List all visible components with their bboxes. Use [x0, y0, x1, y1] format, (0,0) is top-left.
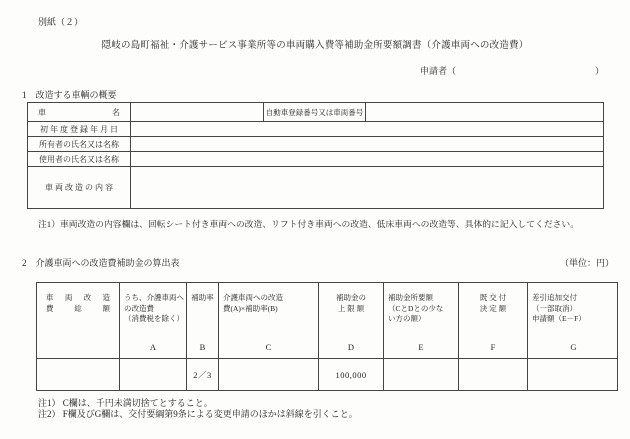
user-name-label: 使用者の氏名又は名称	[28, 152, 131, 166]
user-name-row	[28, 152, 603, 167]
header-a-times-b-c: 介護車両への改造 費(A)×補助率(B) C	[219, 283, 319, 358]
applicant-label: 申請者（	[420, 66, 457, 76]
care-vehicle-cost-field[interactable]	[120, 359, 187, 390]
header-subsidy-upper-limit-d: 補助金の 上 限 額 D	[319, 283, 384, 358]
total-modification-cost-field[interactable]	[37, 359, 120, 390]
owner-name-label: 所有者の氏名又は名称	[28, 137, 131, 151]
applicant-close-paren: ）	[594, 66, 604, 76]
attachment-label: 別紙（２）	[38, 17, 84, 27]
user-name-field[interactable]	[131, 152, 603, 166]
subsidy-table-header-row	[37, 283, 617, 359]
section2-heading: 2 介護車両への改造費補助金の算出表	[22, 258, 180, 268]
header-required-amount-e: 補助金所要額 （CとDとの少な い方の額） E	[384, 283, 459, 358]
modification-detail-row	[28, 167, 603, 208]
header-total-modification-cost: 車 両 改 造 費 総 額	[37, 283, 120, 358]
owner-name-field[interactable]	[131, 137, 603, 151]
subsidy-upper-limit-value: 100,000	[319, 359, 384, 390]
vehicle-overview-table	[27, 102, 604, 209]
registration-number-label: 自動車登録番号又は車両番号	[264, 103, 366, 121]
section2-note-1: 注1） C欄は、千円未満切捨てとすること。	[38, 398, 213, 408]
first-registration-field[interactable]	[131, 122, 603, 136]
header-additional-grant-g: 差引追加交付 （一部取消） 申請額（E－F） G	[532, 293, 586, 352]
vehicle-name-field[interactable]	[131, 103, 264, 121]
first-registration-row	[28, 122, 603, 137]
modification-detail-label: 車 両 改 造 の 内 容	[28, 167, 131, 208]
vehicle-name-label: 車 名	[28, 103, 131, 121]
first-registration-label: 初 年 度 登 録 年 月 日	[28, 122, 131, 136]
subsidy-table-value-row	[37, 359, 617, 390]
section1-note: 注1）車両改造の内容欄は、回転シート付き車両への改造、リフト付き車両への改造、低床車両への改造等、具体的に記入してください。	[38, 219, 580, 229]
unit-label: （単位：円）	[559, 258, 614, 268]
subsidy-calculation-table	[36, 282, 618, 391]
document-title: 隠岐の島町福祉・介護サービス事業所等の車両購入費等補助金所要額調書（介護車両への改造費）	[101, 41, 529, 51]
section2-notes	[38, 398, 358, 419]
owner-name-row	[28, 137, 603, 152]
section2-note-2: 注2） F欄及びG欄は、交付要綱第9条による変更申請のほかは斜線を引くこと。	[38, 408, 358, 419]
header-subsidy-rate-b: 補助率 B	[187, 283, 219, 358]
additional-grant-field[interactable]	[528, 359, 619, 390]
subsidy-rate-value: 2／3	[187, 359, 219, 390]
header-care-vehicle-cost-a: うち、介護車両へ の改造費 （消費税を除く） A	[120, 283, 187, 358]
required-amount-field[interactable]	[384, 359, 459, 390]
applicant-name-field[interactable]	[456, 64, 595, 74]
applicant-line	[420, 64, 604, 77]
registration-number-field[interactable]	[366, 103, 603, 121]
a-times-b-field[interactable]	[219, 359, 319, 390]
vehicle-name-row	[28, 103, 603, 122]
section1-heading: 1 改造する車輌の概要	[22, 90, 117, 100]
header-already-granted-f: 既 交 付 決 定 額 F	[459, 283, 528, 358]
modification-detail-field[interactable]	[131, 167, 603, 208]
already-granted-field[interactable]	[459, 359, 528, 390]
